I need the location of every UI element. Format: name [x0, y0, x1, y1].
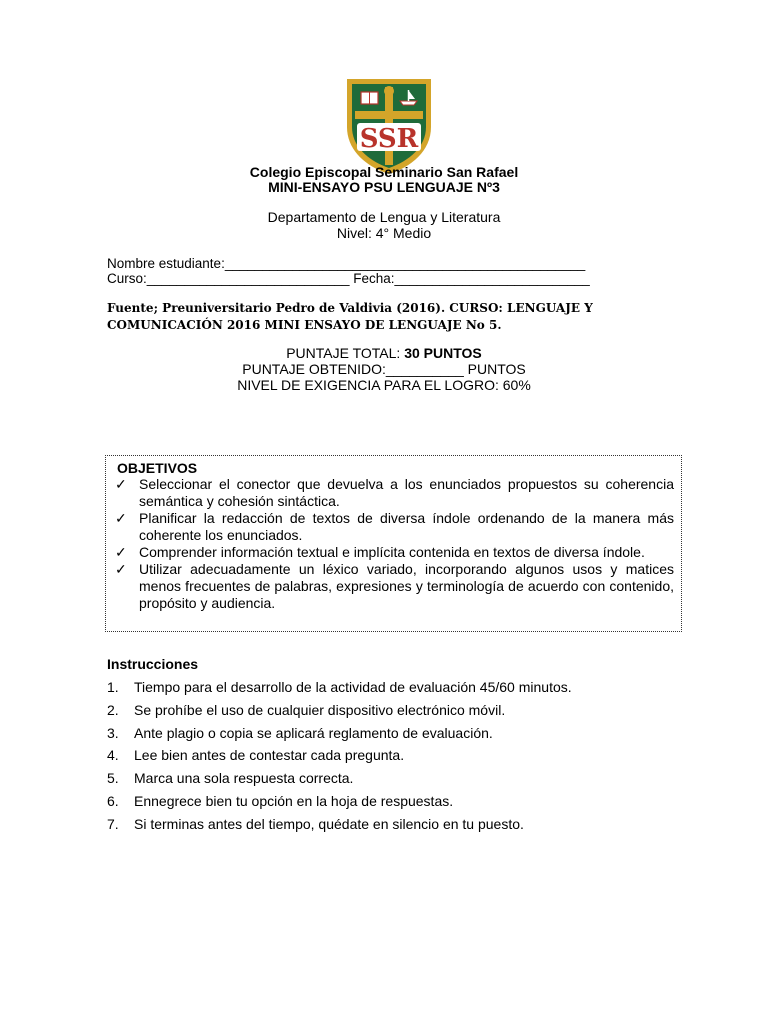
course-field[interactable]: ___________________________	[146, 271, 350, 286]
instruction-item	[107, 679, 572, 702]
total-score-label: PUNTAJE TOTAL:	[286, 345, 405, 361]
objective-text: Seleccionar el conector que devuelva a los enunciados propuestos su coherencia semántica y cohesión sintáctica.	[139, 476, 674, 509]
objectives-title: OBJETIVOS	[117, 460, 198, 476]
department-name: Departamento de Lengua y Literatura	[267, 209, 501, 225]
instruction-item	[107, 770, 572, 793]
objectives-box	[105, 455, 682, 632]
obtained-score: PUNTAJE OBTENIDO:__________ PUNTOS	[242, 361, 526, 377]
objective-text: Utilizar adecuadamente un léxico variado, incorporando algunos usos y matices menos frecuentes de palabras, expresiones y terminología de acuerdo con contenido, propósito y audiencia.	[139, 561, 674, 611]
instruction-number: 7.	[107, 815, 119, 832]
school-name: Colegio Episcopal Seminario San Rafael	[249, 164, 519, 180]
student-name-label: Nombre estudiante:	[107, 256, 225, 271]
instruction-text: Tiempo para el desarrollo de la actividad de evaluación 45/60 minutos.	[134, 679, 572, 695]
instruction-text: Se prohíbe el uso de cualquier dispositivo electrónico móvil.	[134, 701, 506, 718]
date-field[interactable]: __________________________	[394, 271, 590, 286]
instruction-text: Si terminas antes del tiempo, quédate en silencio en tu puesto.	[134, 815, 524, 832]
instruction-number: 4.	[107, 747, 119, 764]
objective-text: Planificar la redacción de textos de diversa índole ordenando de la manera más coherente los enunciados.	[139, 510, 674, 543]
exam-title: MINI-ENSAYO PSU LENGUAJE Nº3	[268, 179, 500, 195]
student-name-row	[107, 256, 585, 271]
instruction-item	[107, 816, 572, 839]
instruction-item	[107, 702, 572, 725]
instruction-item	[107, 725, 572, 748]
objectives-list	[113, 476, 674, 612]
course-label: Curso:	[107, 271, 147, 286]
total-score-value: 30 PUNTOS	[404, 345, 482, 361]
objective-item	[113, 510, 674, 544]
requirement-level: NIVEL DE EXIGENCIA PARA EL LOGRO: 60%	[237, 377, 531, 393]
instructions-list	[107, 679, 572, 839]
student-name-field[interactable]: ________________________________________________	[224, 256, 586, 271]
instruction-text: Ennegrece bien tu opción en la hoja de respuestas.	[134, 792, 454, 809]
instruction-number: 6.	[107, 792, 119, 809]
instructions-title: Instrucciones	[107, 656, 199, 672]
instruction-text: Marca una sola respuesta correcta.	[134, 770, 354, 787]
source-line-2: COMUNICACIÓN 2016 MINI ENSAYO DE LENGUAJE No 5.	[107, 318, 502, 332]
instruction-item	[107, 747, 572, 770]
checkmark-icon: ✓	[115, 510, 127, 526]
school-crest-logo	[341, 75, 437, 175]
instruction-number: 1.	[107, 679, 119, 695]
instruction-number: 2.	[107, 701, 119, 718]
checkmark-icon: ✓	[115, 561, 127, 577]
instruction-number: 5.	[107, 770, 119, 787]
objective-text: Comprender información textual e implícita contenida en textos de diversa índole.	[139, 544, 645, 560]
total-score	[0, 345, 768, 361]
objective-item	[113, 476, 674, 510]
source-line-1: Fuente; Preuniversitario Pedro de Valdivia (2016). CURSO: LENGUAJE Y	[107, 301, 593, 315]
instruction-number: 3.	[107, 724, 119, 741]
objective-item	[113, 561, 674, 612]
grade-level: Nivel: 4° Medio	[336, 225, 432, 241]
instruction-item	[107, 793, 572, 816]
date-label: Fecha:	[353, 271, 395, 286]
instruction-text: Ante plagio o copia se aplicará reglamento de evaluación.	[134, 724, 493, 741]
checkmark-icon: ✓	[115, 544, 127, 560]
crest-letters: SSR	[359, 124, 419, 154]
source-citation	[107, 300, 667, 334]
checkmark-icon: ✓	[115, 476, 127, 492]
course-date-row	[107, 271, 590, 286]
instruction-text: Lee bien antes de contestar cada pregunta.	[134, 747, 405, 764]
objective-item	[113, 544, 674, 561]
